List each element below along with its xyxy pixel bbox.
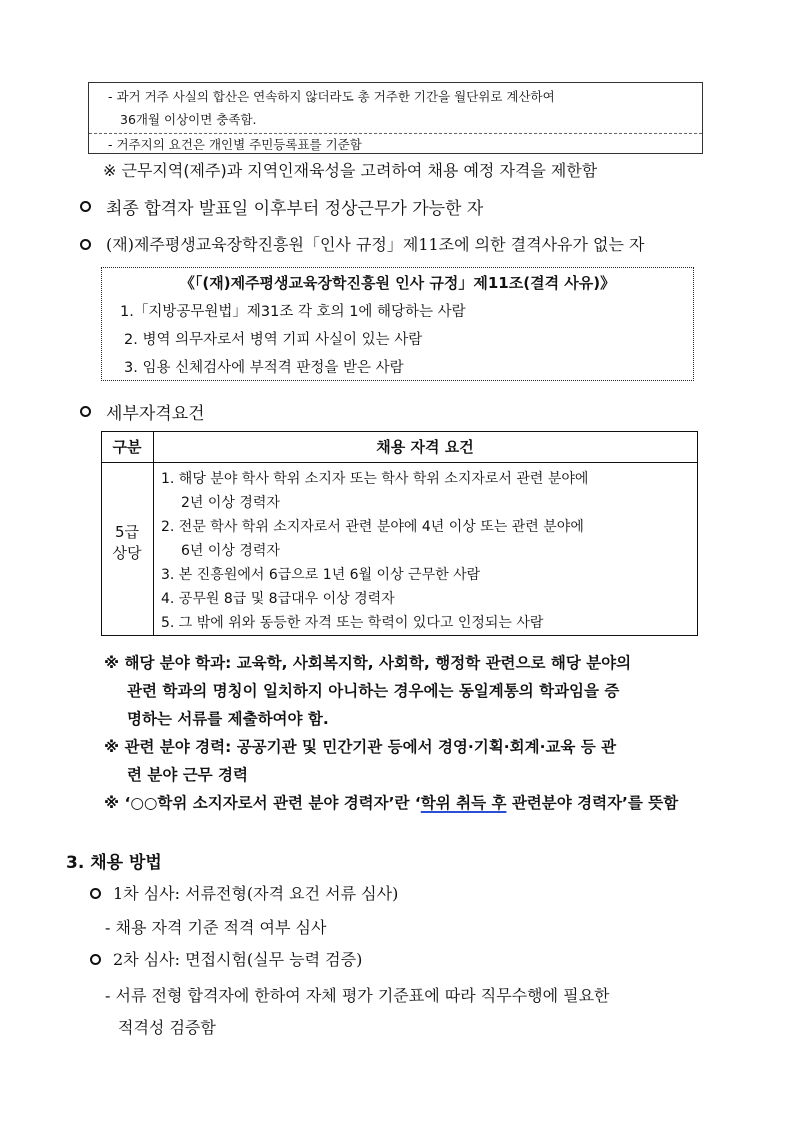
circle-bullet-icon bbox=[90, 888, 101, 899]
table-header-requirements: 채용 자격 요건 bbox=[376, 438, 474, 456]
underlined-after-degree: 학위 취득 후 bbox=[420, 794, 507, 812]
circle-bullet-icon bbox=[80, 406, 91, 417]
table-row: 5. 그 밖에 위와 동등한 자격 또는 학력이 있다고 인정되는 사람 bbox=[161, 615, 544, 631]
category-equivalent: 상당 bbox=[112, 544, 142, 562]
circle-bullet-icon bbox=[90, 954, 101, 965]
regulation-item-2: 2. 병역 의무자로서 병역 기피 사실이 있는 사람 bbox=[124, 332, 423, 348]
first-screening-detail: - 채용 자격 기준 적격 여부 심사 bbox=[105, 918, 327, 937]
residence-note-line2: 36개월 이상이면 충족함. bbox=[120, 112, 257, 127]
circle-bullet-icon bbox=[80, 239, 91, 250]
table-row: 2. 전문 학사 학위 소지자로서 관련 분야에 4년 이상 또는 관련 분야에 bbox=[161, 519, 584, 535]
note-field-departments-line1: ※ 해당 분야 학과: 교육학, 사회복지학, 사회학, 행정학 관련으로 해당 분야의 bbox=[104, 654, 632, 672]
regulation-item-1: 1.「지방공무원법」제31조 각 호의 1에 해당하는 사람 bbox=[120, 304, 466, 320]
note-related-career-line2: 련 분야 근무 경력 bbox=[127, 766, 249, 784]
residence-note-line1: - 과거 거주 사실의 합산은 연속하지 않더라도 총 거주한 기간을 월단위로 계산하여 bbox=[108, 89, 555, 104]
dashed-divider bbox=[89, 133, 702, 134]
bullet-work-availability: 최종 합격자 발표일 이후부터 정상근무가 가능한 자 bbox=[106, 199, 484, 219]
note-field-departments-line3: 명하는 서류를 제출하여야 함. bbox=[127, 710, 329, 728]
first-screening: 1차 심사: 서류전형(자격 요건 서류 심사) bbox=[113, 884, 399, 903]
circle-bullet-icon bbox=[80, 201, 91, 212]
table-row: 1. 해당 분야 학사 학위 소지자 또는 학사 학위 소지자로서 관련 분야에 bbox=[161, 471, 589, 487]
note-field-departments-line2: 관련 학과의 명칭이 일치하지 아니하는 경우에는 동일계통의 학과임을 증 bbox=[127, 682, 620, 700]
region-note: ※ 근무지역(제주)과 지역인재육성을 고려하여 채용 예정 자격을 제한함 bbox=[103, 161, 598, 180]
table-column-divider bbox=[153, 432, 154, 635]
bullet-detailed-qualifications: 세부자격요건 bbox=[106, 404, 205, 424]
bullet-disqualification: (재)제주평생교육장학진흥원「인사 규정」제11조에 의한 결격사유가 없는 자 bbox=[106, 235, 645, 254]
regulation-title: 《「(재)제주평생교육장학진흥원 인사 규정」제11조(결격 사유)》 bbox=[179, 274, 616, 292]
regulation-item-3: 3. 임용 신체검사에 부적격 판정을 받은 사람 bbox=[124, 360, 404, 376]
second-screening-detail-line2: 적격성 검증함 bbox=[118, 1018, 216, 1037]
note-degree-career: ※ ‘○○학위 소지자로서 관련 분야 경력자’란 ‘학위 취득 후 관련분야 경력자’를 뜻함 bbox=[104, 794, 679, 812]
section-heading-hiring-method: 3. 채용 방법 bbox=[66, 853, 162, 873]
table-row: 4. 공무원 8급 및 8급대우 이상 경력자 bbox=[161, 591, 395, 607]
table-category-cell bbox=[101, 522, 153, 564]
second-screening: 2차 심사: 면접시험(실무 능력 검증) bbox=[113, 950, 363, 969]
table-row: 3. 본 진흥원에서 6급으로 1년 6월 이상 근무한 사람 bbox=[161, 567, 481, 583]
note-related-career-line1: ※ 관련 분야 경력: 공공기관 및 민간기관 등에서 경영·기획·회계·교육 등 관 bbox=[104, 738, 617, 756]
residence-note-line3: - 거주지의 요건은 개인별 주민등록표를 기준함 bbox=[108, 137, 362, 152]
table-header-category: 구분 bbox=[112, 438, 142, 456]
table-row: 6년 이상 경력자 bbox=[181, 543, 280, 559]
table-row: 2년 이상 경력자 bbox=[181, 495, 280, 511]
second-screening-detail-line1: - 서류 전형 합격자에 한하여 자체 평가 기준표에 따라 직무수행에 필요한 bbox=[105, 986, 610, 1005]
category-grade: 5급 bbox=[114, 523, 140, 541]
